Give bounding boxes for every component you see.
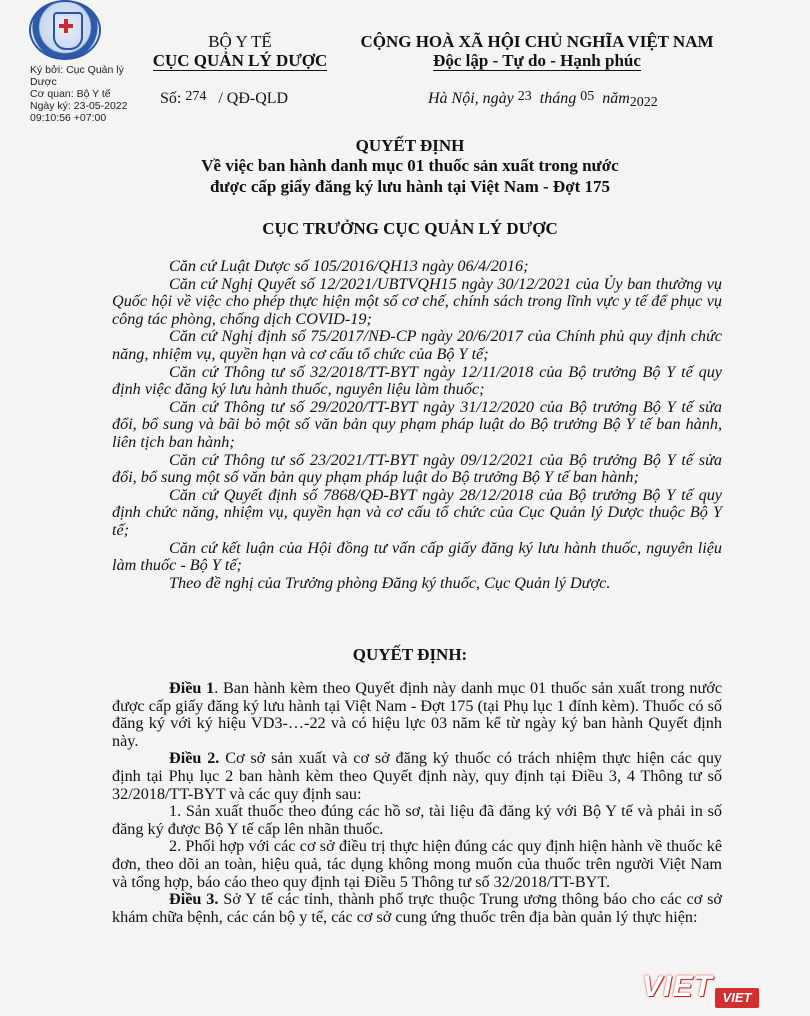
document-date: Hà Nội, ngày 23 tháng 05 năm2022 xyxy=(428,89,658,110)
national-motto: Độc lập - Tự do - Hạnh phúc xyxy=(433,51,641,70)
signer-line: Dược xyxy=(30,76,57,88)
legal-basis-item: Căn cứ Nghị Quyết số 12/2021/UBTVQH15 ngày 30/12/2021 của Ủy ban thường vụ Quốc hội về việc cho phép thực hiện một số cơ chế, chính sách trong lĩnh vực y tế để phục vụ công tác phòng, chống dịch COVID-19; xyxy=(112,274,722,328)
legal-basis-item: Căn cứ Thông tư số 29/2020/TT-BYT ngày 31/12/2020 của Bộ trưởng Bộ Y tế sửa đổi, bổ sung và bãi bỏ một số văn bản quy phạm pháp luật do Bộ trưởng Bộ Y tế ban hành, liên tịch ban hành; xyxy=(112,397,722,451)
republic-name: CỘNG HOÀ XÃ HỘI CHỦ NGHĨA VIỆT NAM xyxy=(360,32,714,51)
legal-basis-item: Theo đề nghị của Trưởng phòng Đăng ký thuốc, Cục Quản lý Dược. xyxy=(169,573,611,592)
digital-signature-block xyxy=(30,64,127,124)
legal-basis-item: Căn cứ Luật Dược số 105/2016/QH13 ngày 06/4/2016; xyxy=(169,257,529,275)
seal-shield-icon xyxy=(53,12,83,50)
viet-badge-logo: VIET xyxy=(715,988,759,1008)
decision-subject-line2: được cấp giấy đăng ký lưu hành tại Việt Nam - Đợt 175 xyxy=(209,177,611,196)
legal-basis-item: Căn cứ Thông tư số 32/2018/TT-BYT ngày 12/11/2018 của Bộ trưởng Bộ Y tế quy định việc đăng ký lưu hành thuốc, nguyên liệu làm thuốc; xyxy=(112,362,722,399)
article-2-item-2: 2. Phối hợp với các cơ sở điều trị thực hiện đúng các quy định hiện hành về thuốc kê đơn, theo dõi an toàn, hiệu quả, tác dụng không mong muốn của thuốc trên người Việt Nam và tổng hợp, báo cáo theo quy định tại Điều 5 Thông tư số 32/2018/TT-BYT. xyxy=(112,837,722,891)
article-3: Điều 3. Sở Y tế các tỉnh, thành phố trực thuộc Trung ương thông báo cho các cơ sở khám chữa bệnh, các cán bộ y tế, các cơ sở cung ứng thuốc trên địa bàn quản lý thực hiện: xyxy=(112,890,722,926)
document-number: Số: 274 / QĐ-QLD xyxy=(160,89,289,107)
signed-date: Ngày ký: 23-05-2022 xyxy=(30,100,128,112)
ministry-name: BỘ Y TẾ xyxy=(208,32,272,51)
decision-section-heading: QUYẾT ĐỊNH: xyxy=(352,645,468,664)
decision-heading: QUYẾT ĐỊNH xyxy=(355,136,465,155)
legal-basis-item: Căn cứ Thông tư số 23/2021/TT-BYT ngày 09/12/2021 của Bộ trưởng Bộ Y tế sửa đổi, bổ sung một số văn bản quy phạm pháp luật do Bộ trưởng Bộ Y tế ban hành; xyxy=(112,450,722,487)
issuing-authority: CỤC TRƯỞNG CỤC QUẢN LÝ DƯỢC xyxy=(262,219,558,238)
decision-subject-line1: Về việc ban hành danh mục 01 thuốc sản xuất trong nước xyxy=(201,156,619,175)
official-seal xyxy=(29,0,101,60)
vietnamnet-watermark-logo: VIET xyxy=(642,970,713,1003)
legal-basis-item: Căn cứ Nghị định số 75/2017/NĐ-CP ngày 20/6/2017 của Chính phủ quy định chức năng, nhiệm vụ, quyền hạn và cơ cấu tổ chức của Bộ Y tế; xyxy=(112,327,722,363)
signer-line: Ký bởi: Cục Quản lý xyxy=(30,64,124,76)
article-1: Điều 1. Ban hành kèm theo Quyết định này danh mục 01 thuốc sản xuất trong nước được cấp giấy đăng ký lưu hành tại Việt Nam - Đợt 175 (tại Phụ lục 1 đính kèm). Thuốc có số đăng ký với ký hiệu VD3-…-22 và có hiệu lực 03 năm kể từ ngày ký ban hành Quyết định này. xyxy=(112,679,723,750)
signed-time: 09:10:56 +07:00 xyxy=(30,112,107,124)
decision-articles xyxy=(112,680,722,926)
article-2: Điều 2. Cơ sở sản xuất và cơ sở đăng ký thuốc có trách nhiệm thực hiện các quy định tại Phụ lục 2 ban hành kèm theo Quyết định này, quy định tại Điều 3, 4 Thông tư số 32/2018/TT-BYT và các quy định sau: xyxy=(112,749,723,803)
legal-basis-item: Căn cứ Quyết định số 7868/QĐ-BYT ngày 28/12/2018 của Bộ trưởng Bộ Y tế quy định chức năng, nhiệm vụ, quyền hạn và cơ cấu tổ chức của Cục Quản lý Dược thuộc Bộ Y tế; xyxy=(112,485,722,539)
signer-agency: Cơ quan: Bộ Y tế xyxy=(30,88,111,100)
legal-basis-item: Căn cứ kết luận của Hội đồng tư vấn cấp giấy đăng ký lưu hành thuốc, nguyên liệu làm thuốc - Bộ Y tế; xyxy=(112,538,722,575)
department-name: CỤC QUẢN LÝ DƯỢC xyxy=(152,51,328,70)
legal-bases xyxy=(112,258,722,592)
article-2-item-1: 1. Sản xuất thuốc theo đúng các hồ sơ, tài liệu đã đăng ký với Bộ Y tế và phải in số đăng ký được Bộ Y tế cấp lên nhãn thuốc. xyxy=(112,802,722,838)
